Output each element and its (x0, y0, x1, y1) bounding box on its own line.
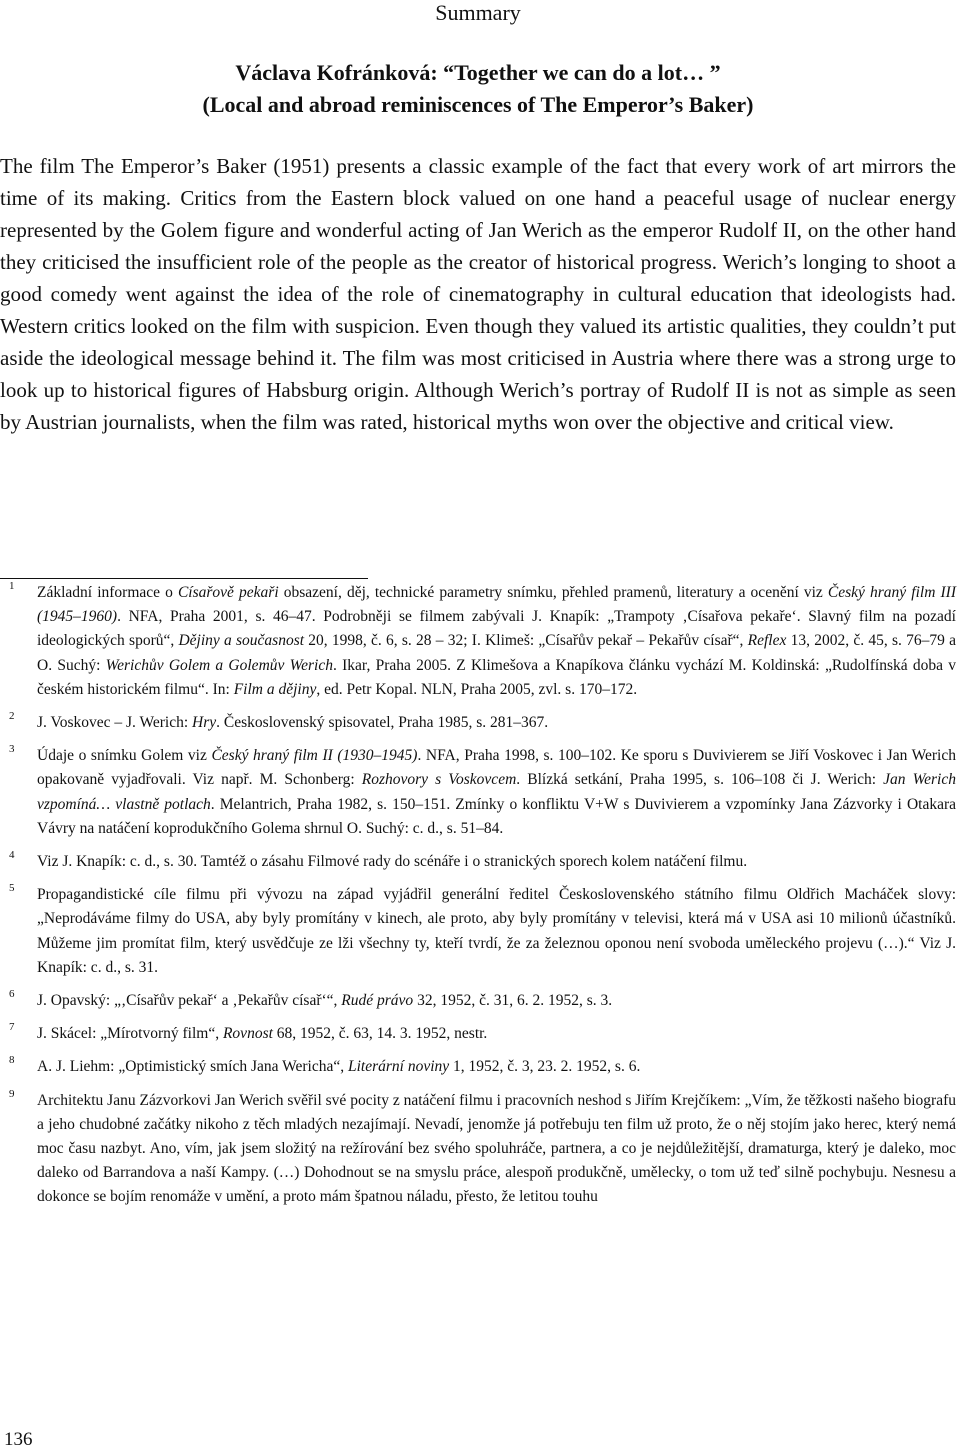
footnote-number: 7 (9, 1021, 15, 1034)
footnote-italic-run: Hry (192, 714, 217, 732)
footnote-text-run: . Ikar, Praha 2005. Z Klimešova a Knapíkova článku vychází M. Koldinská: „Rudolfínská doba v českém historickém filmu“. In: (37, 656, 956, 698)
footnote-9 (0, 1089, 956, 1210)
footnote-8 (0, 1055, 956, 1079)
footnote-3 (0, 744, 956, 841)
footnote-number: 9 (9, 1087, 15, 1100)
footnote-text-run: J. Voskovec – J. Werich: (37, 714, 193, 732)
footnote-italic-run: Reflex (747, 632, 787, 650)
footnote-text-run: Údaje o snímku Golem viz (37, 747, 212, 765)
footnote-text-run: Základní informace o (37, 584, 178, 601)
footnote-text-run: . Melantrich, Praha 1982, s. 150–151. Zmínky o konfliktu V+W s Duvivierem a vzpomínky Jana Zázvorky i Otakara Vávry na natáčení koprodukčního Golema shrnul O. Suchý: c. d., s. 51–84. (37, 795, 956, 837)
footnote-text-run: 32, 1952, č. 31, 6. 2. 1952, s. 3. (413, 992, 613, 1010)
footnote-text-run: . Československý spisovatel, Praha 1985, s. 281–367. (216, 714, 549, 732)
footnote-number: 3 (9, 743, 15, 756)
footnote-number: 5 (9, 882, 15, 895)
page-number: 136 (4, 1429, 33, 1450)
footnote-text-run: . NFA, Praha 1998, s. 100–102. Ke sporu s Duvivierem se Jiří Voskovec i Jan Werich opakovaně vyjadřovali. Viz např. M. Schonberg: (37, 747, 956, 789)
footnote-text (37, 883, 956, 980)
footnote-italic-run: Dějiny a současnost (178, 632, 305, 650)
footnote-italic-run: Rozhovory s Voskovcem (361, 771, 517, 789)
footnote-italic-run: Film a dějiny (233, 680, 317, 698)
section-title: Summary (435, 0, 521, 25)
footnote-2 (0, 711, 956, 735)
footnote-5 (0, 883, 956, 980)
footnote-1 (0, 581, 956, 702)
footnote-text-run: 20, 1998, č. 6, s. 28 – 32; I. Klimeš: „Císařův pekař – Pekařův císař“, (304, 632, 748, 650)
footnote-text-run: Propagandistické cíle filmu při vývozu na západ vyjádřil generální ředitel Československého státního filmu Oldřich Macháček slovy: „Neprodáváme filmy do USA, aby byly promítány v kinech, ale proto, aby byly promítány v televisi, která má v USA asi 10 milionů účastníků. Můžeme jim promítat film, který usvědčuje ze lži všechny ty, kteří tvrdí, že za železnou oponou není svoboda uměleckého projevu (…).“ Viz J. Knapík: c. d., s. 31. (37, 886, 956, 976)
footnote-italic-run: Český hraný film II (1930–1945) (211, 747, 418, 765)
footnote-italic-run: Rovnost (222, 1025, 273, 1043)
footnote-text (37, 989, 956, 1013)
footnote-7 (0, 1022, 956, 1046)
footnote-text (37, 850, 956, 874)
footnote-text-run: 13, 2002, č. 45, s. 76–79 a O. Suchý: (37, 632, 956, 674)
footnote-italic-run: Literární noviny (347, 1058, 450, 1076)
article-title-line-2: (Local and abroad reminiscences of The Emperor’s Baker) (202, 92, 754, 117)
footnote-text-run: Architektu Janu Zázvorkovi Jan Werich svěřil své pocity z natáčení filmu i pracovních neshod s Jiřím Krejčíkem: „Vím, že těžkosti našeho biografu a jeho chudobné začátky nikoho z těch mladých nezajímají. Nevadí, jenomže já potřebuju ten film už proto, že o něj stojím jako herec, který nemá moc času nazbyt. Ano, vím, jak jsem složitý na režírování bez svého spoluhráče, partnera, a co je nejdůležitější, dramaturga, který je daleko, moc daleko od Barrandova a naší Kampy. (…) Dohodnout se na smyslu práce, alespoň produkčně, umělecky, o tom už teď silně pochybuju. Nesnesu a dokonce se bojím renomáže v umění, a proto mám špatnou náladu, přesto, že letitou touhu (37, 1091, 956, 1206)
footnote-6 (0, 989, 956, 1013)
footnote-text-run: 1, 1952, č. 3, 23. 2. 1952, s. 6. (449, 1058, 641, 1076)
article-title (0, 57, 956, 121)
footnote-text-run: , ed. Petr Kopal. NLN, Praha 2005, zvl. s. 170–172. (316, 680, 638, 698)
footnote-text-run: Viz J. Knapík: c. d., s. 30. Tamtéž o zásahu Filmové rady do scénáře i o stranických sporech kolem natáčení filmu. (37, 853, 748, 871)
footnote-text (37, 1089, 956, 1210)
footnotes-list (0, 581, 956, 1219)
footnote-text (37, 1055, 956, 1079)
footnote-text-run: . NFA, Praha 2001, s. 46–47. Podrobněji se filmem zabývali J. Knapík: „Trampoty ‚Císařova pekaře‘. Slavný film na pozadí ideologických sporů“, (37, 608, 956, 650)
footnote-number: 2 (9, 710, 15, 723)
article-title-line-1: Václava Kofránková: “Together we can do a lot… ” (235, 60, 721, 85)
footnote-number: 6 (9, 988, 15, 1001)
footnote-italic-run: Rudé právo (341, 992, 414, 1010)
footnote-number: 8 (9, 1054, 15, 1067)
footnote-number: 1 (9, 580, 15, 592)
footnote-text (37, 581, 956, 702)
footnote-italic-run: Císařově pekaři (177, 584, 279, 601)
footnote-italic-run: Český hraný film III (1945–1960) (37, 584, 956, 626)
footnote-text-run: J. Skácel: „Mírotvorný film“, (37, 1025, 223, 1043)
footnote-number: 4 (9, 849, 15, 862)
summary-paragraph: The film The Emperor’s Baker (1951) presents a classic example of the fact that every work of art mirrors the time of its making. Critics from the Eastern block valued on one hand a peaceful usage of nuclear energy represented by the Golem figure and wonderful acting of Jan Werich as the emperor Rudolf II, on the other hand they criticised the insufficient role of the people as the creator of historical progress. Werich’s longing to shoot a good comedy went against the idea of the role of cinematography in cultural education that ideologists had. Western critics looked on the film with suspicion. Even though they valued its artistic qualities, they couldn’t put aside the ideological message behind it. The film was most criticised in Austria where there was a strong urge to look up to historical figures of Habsburg origin. Although Werich’s portray of Rudolf II is not as simple as seen by Austrian journalists, when the film was rated, historical myths won over the objective and critical view. (0, 154, 956, 434)
footnote-italic-run: Jan Werich vzpomíná… vlastně potlach (37, 771, 956, 813)
footnote-text-run: obsazení, děj, technické parametry snímku, přehled pramenů, literatury a ocenění viz (278, 584, 828, 601)
footnote-text-run: . Blízká setkání, Praha 1995, s. 106–108 či J. Werich: (516, 771, 884, 789)
footnote-text (37, 1022, 956, 1046)
footnote-text-run: J. Opavský: „‚Císařův pekař‘ a ‚Pekařův císař‘“, (37, 992, 342, 1010)
footnote-text-run: A. J. Liehm: „Optimistický smích Jana Wericha“, (37, 1058, 348, 1076)
footnote-4 (0, 850, 956, 874)
footnote-italic-run: Werichův Golem a Golemův Werich (105, 656, 333, 674)
footnote-text (37, 744, 956, 841)
footnote-text-run: 68, 1952, č. 63, 14. 3. 1952, nestr. (272, 1025, 488, 1043)
footnote-text (37, 711, 956, 735)
footnote-separator (0, 578, 368, 579)
